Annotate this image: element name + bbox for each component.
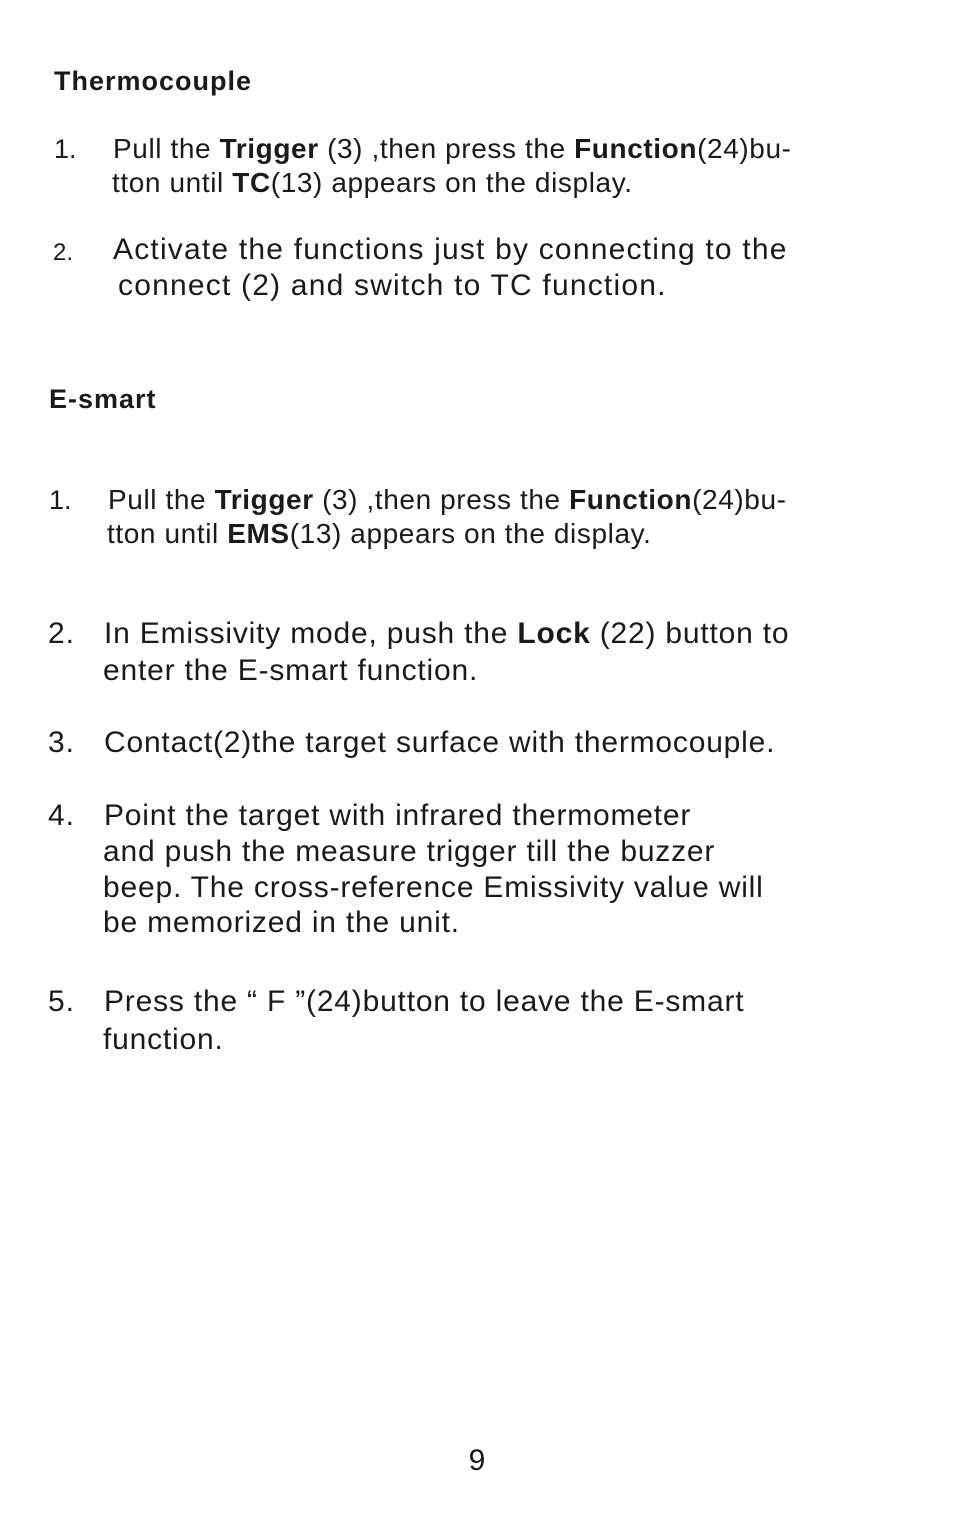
step-number: 5. [48, 985, 76, 1018]
step-text: (22) button to [590, 617, 790, 650]
step-text: (24)bu- [697, 133, 792, 164]
step-line [108, 484, 787, 516]
step-number: 1. [54, 134, 77, 164]
step-line: Contact(2)the target surface with thermocouple. [104, 726, 776, 759]
function-term: Function [574, 133, 698, 164]
step-number: 4. [48, 799, 76, 832]
step-text: (24)bu- [692, 484, 787, 515]
step-line: and push the measure trigger till the buzzer [103, 835, 716, 868]
step-text: Pull the [108, 484, 215, 515]
page-number: 9 [468, 1444, 486, 1477]
step-line [104, 617, 789, 651]
step-text: tton until [107, 518, 228, 549]
tc-term: TC [232, 167, 271, 198]
ems-term: EMS [227, 518, 290, 549]
section-heading-esmart: E-smart [49, 384, 157, 414]
step-line: enter the E-smart function. [103, 654, 479, 687]
step-line: Activate the functions just by connecting to the [113, 233, 788, 266]
step-line [113, 133, 792, 165]
step-line: Point the target with infrared thermometer [104, 799, 692, 832]
step-number: 3. [48, 726, 76, 759]
step-line: Press the “ F ”(24)button to leave the E-smart [104, 985, 745, 1018]
section-heading-thermocouple: Thermocouple [54, 66, 253, 96]
step-line [107, 518, 652, 550]
step-number: 1. [49, 485, 72, 515]
step-line: be memorized in the unit. [103, 906, 460, 939]
step-number: 2. [53, 239, 74, 266]
step-text: Pull the [113, 133, 220, 164]
step-text: tton until [112, 167, 233, 198]
step-line: beep. The cross-reference Emissivity value will [103, 871, 764, 904]
trigger-term: Trigger [214, 484, 314, 515]
function-term: Function [569, 484, 693, 515]
step-text: (13) appears on the display. [289, 518, 652, 549]
step-text: (3) ,then press the [318, 133, 575, 164]
step-text: (13) appears on the display. [270, 167, 633, 198]
step-text: (3) ,then press the [313, 484, 570, 515]
step-text: In Emissivity mode, push the [104, 617, 518, 650]
lock-term: Lock [517, 617, 591, 650]
step-number: 2. [48, 617, 76, 650]
step-line: function. [103, 1023, 224, 1056]
trigger-term: Trigger [219, 133, 319, 164]
step-line [112, 167, 633, 199]
step-line: connect (2) and switch to TC function. [118, 269, 667, 302]
